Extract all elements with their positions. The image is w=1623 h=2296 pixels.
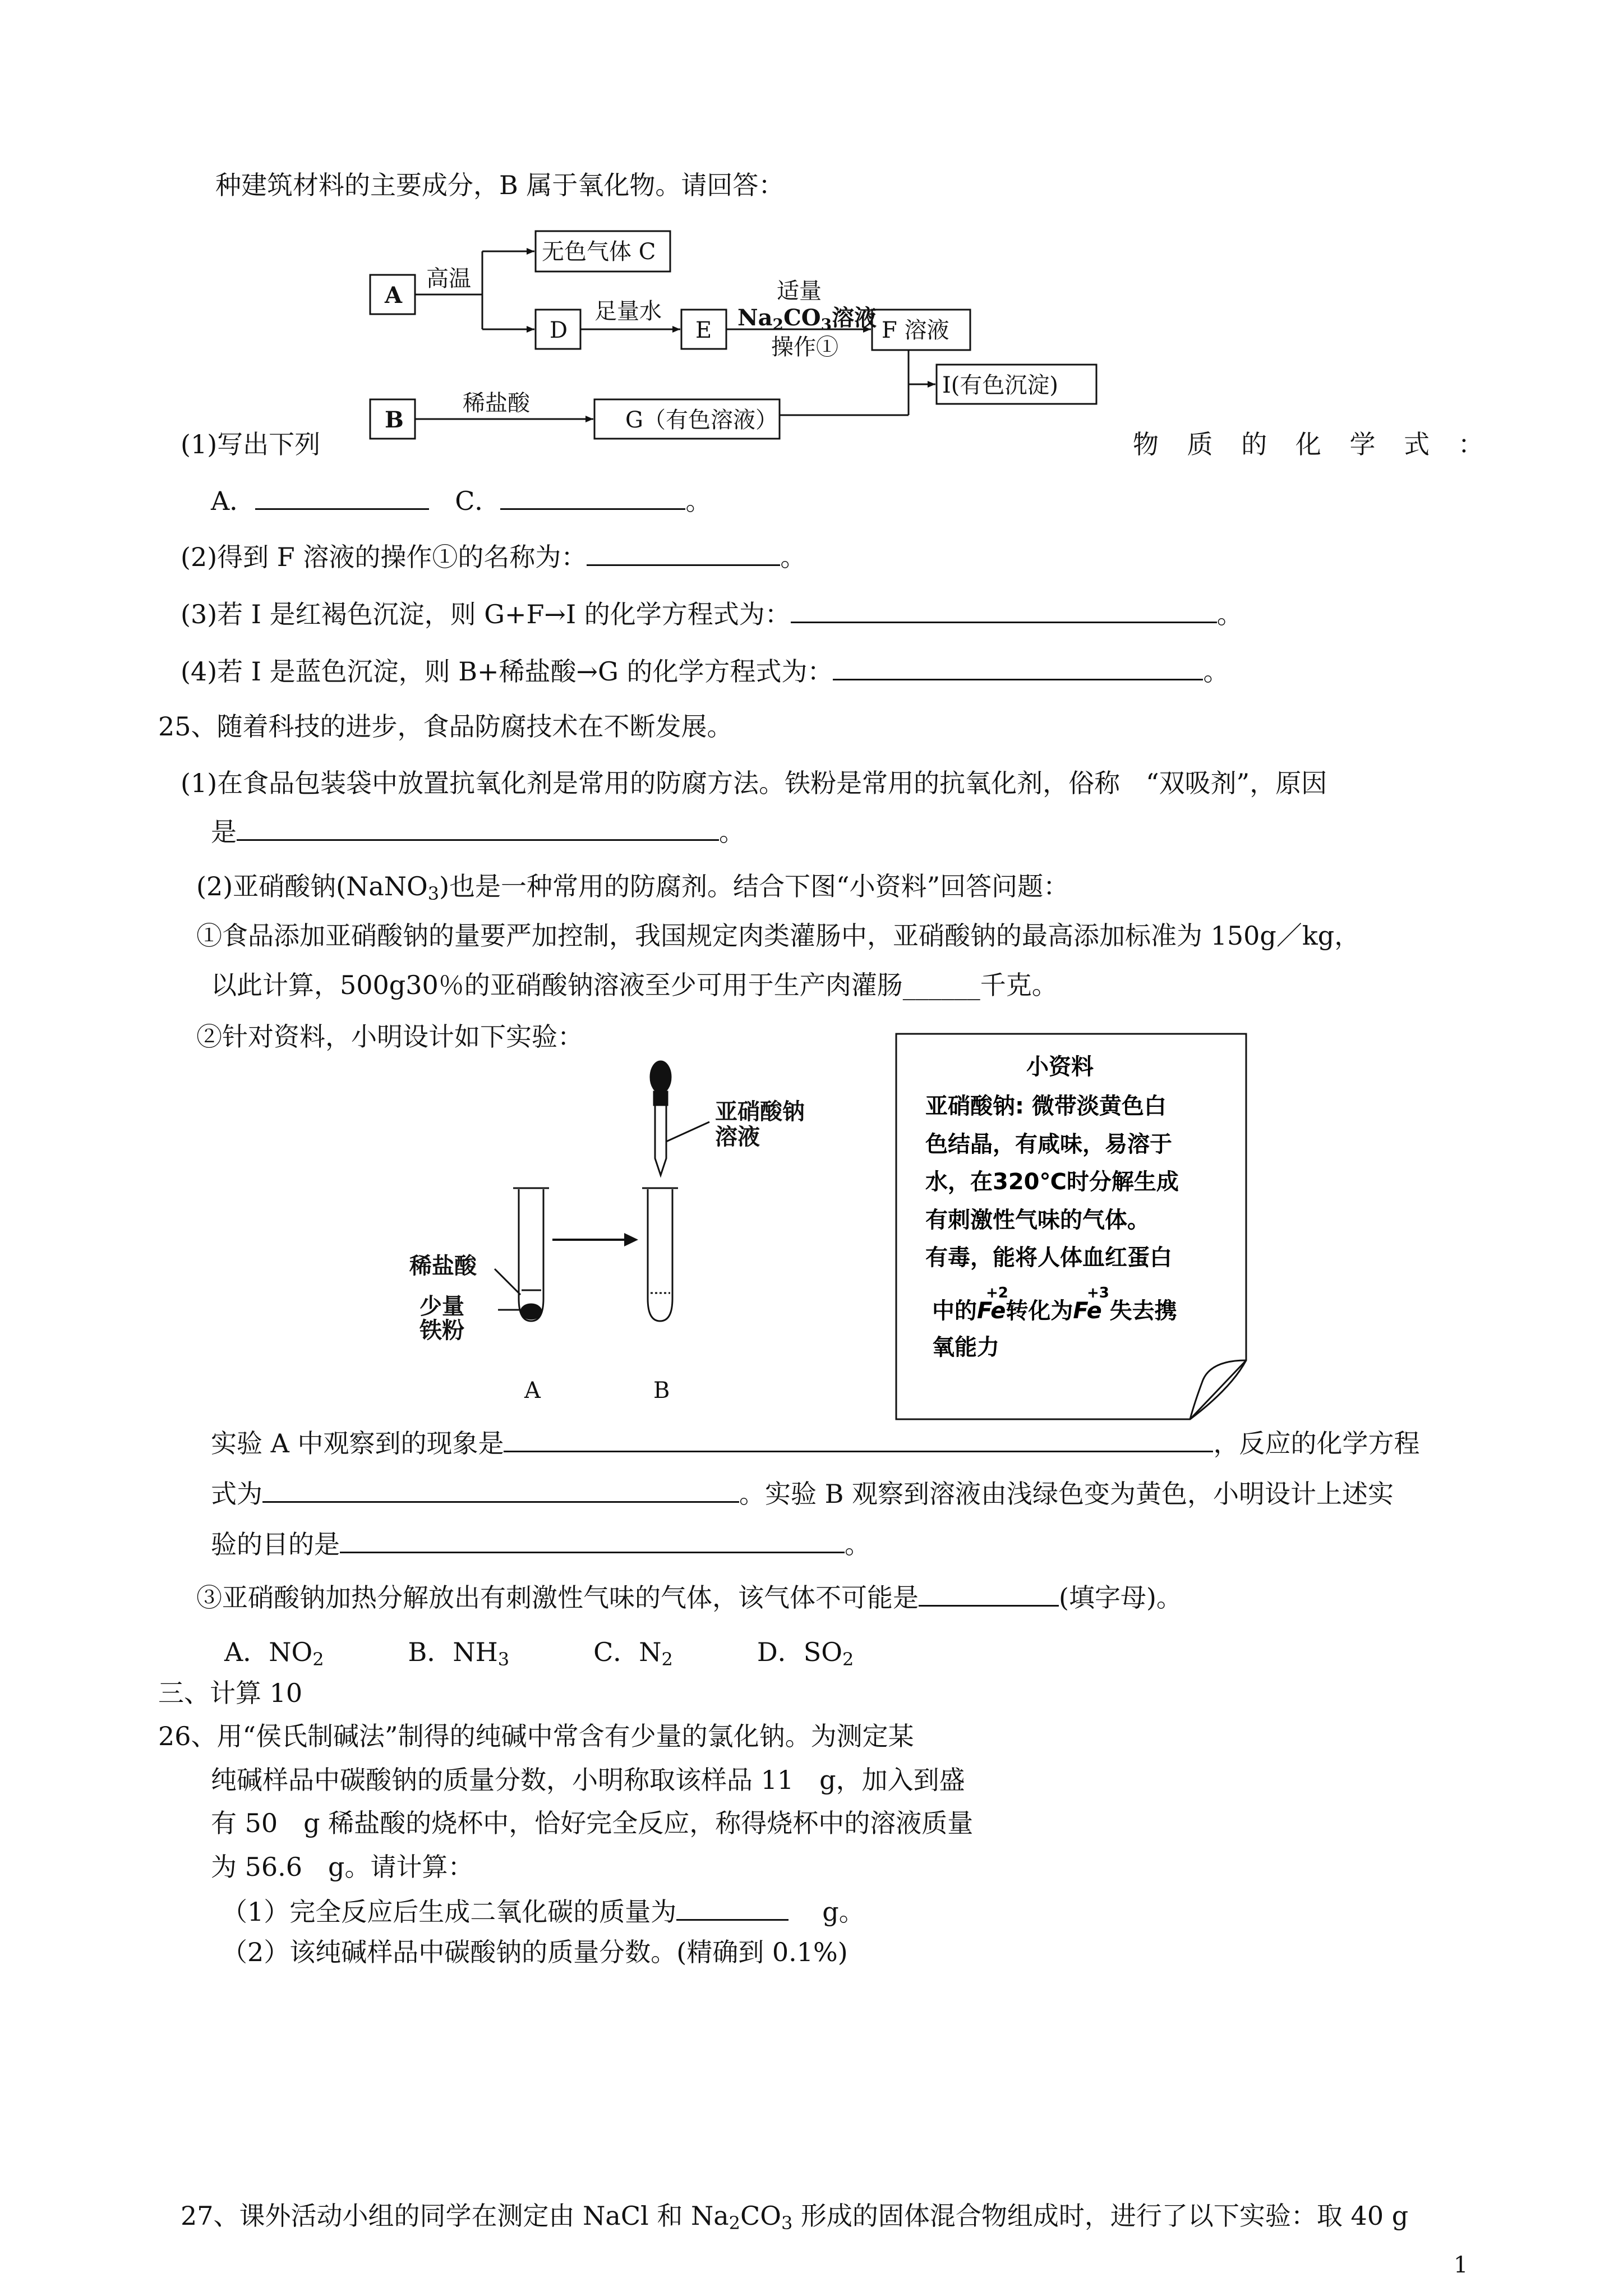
note-sup-1: +2: [986, 1285, 1008, 1301]
q26-line-3: 有 50 g 稀盐酸的烧杯中，恰好完全反应，称得烧杯中的溶液质量: [211, 1808, 974, 1838]
info-note-card: [892, 1029, 1262, 1428]
note-line-5: 有毒，能将人体血红蛋白: [925, 1245, 1172, 1271]
q24-p1-right: 物 质 的 化 学 式 ：: [1133, 429, 1494, 459]
label-hcl-flow: 稀盐酸: [463, 390, 530, 416]
answer-blank-eq1[interactable]: [791, 596, 1217, 623]
q26-line-6: （2）该纯碱样品中碳酸钠的质量分数。(精确到 0.1%): [222, 1937, 848, 1967]
q24-p2: (2)得到 F 溶液的操作①的名称为： 。: [181, 539, 806, 574]
dropper-label-1: 亚硝酸钠: [715, 1098, 805, 1125]
dropper-bulb: [651, 1061, 671, 1093]
label-i: I(有色沉淀): [942, 372, 1059, 398]
answer-blank-co2[interactable]: [676, 1893, 789, 1921]
option-b[interactable]: B．$NH_3$: [408, 1637, 510, 1670]
answer-blank-a[interactable]: [255, 482, 429, 510]
q25-p1b: 是 。: [211, 813, 745, 849]
label-na2co3-1: 适量: [777, 278, 822, 304]
answer-blank-letter[interactable]: [919, 1579, 1059, 1607]
q25-options: [224, 1635, 854, 1676]
label-b: B: [385, 407, 404, 433]
q25-e2: 式为 。实验 B 观察到溶液由浅绿色变为黄色，小明设计上述实: [211, 1475, 1394, 1511]
note-title: 小资料: [1026, 1054, 1094, 1080]
tube-a-label: A: [524, 1378, 541, 1404]
note-line-2: 色结晶，有咸味，易溶于: [925, 1131, 1172, 1157]
answer-blank-reason[interactable]: [237, 813, 719, 841]
label-water: 足量水: [594, 298, 662, 324]
q27-line: 27、课外活动小组的同学在测定由 NaCl 和 $Na_2CO_3$ 形成的固体混合物组成时，进行了以下实验：取 40 g: [181, 2201, 1409, 2234]
q26-line-2: 纯碱样品中碳酸钠的质量分数，小明称取该样品 11 g，加入到盛: [211, 1765, 965, 1795]
label-d: D: [550, 318, 568, 343]
label-op: 操作①: [771, 334, 838, 360]
q25-p1a: (1)在食品包装袋中放置抗氧化剂是常用的防腐方法。铁粉是常用的抗氧化剂，俗称 “双吸剂”，原因: [181, 768, 1327, 798]
tube-b-label: B: [653, 1378, 670, 1404]
experiment-figure: [0, 1055, 1623, 1419]
intro-text: 种建筑材料的主要成分，B 属于氧化物。请回答：: [215, 170, 785, 200]
hcl-label: 稀盐酸: [409, 1253, 477, 1279]
q25-p2: (2)亚硝酸钠(NaNO$_3$)也是一种常用的防腐剂。结合下图“小资料”回答问题：: [196, 871, 1069, 904]
q24-p1-left: (1)写出下列: [181, 429, 321, 459]
iron-label-2: 铁粉: [419, 1317, 464, 1343]
iron-label-1: 少量: [419, 1293, 464, 1319]
answer-blank-c[interactable]: [500, 482, 685, 510]
label-high-temp: 高温: [426, 266, 471, 292]
q25-title: 25、随着科技的进步，食品防腐技术在不断发展。: [158, 711, 733, 742]
label-na2co3-2: $Na_2CO_3$溶液: [737, 305, 877, 334]
note-line-4: 有刺激性气味的气体。: [925, 1207, 1150, 1233]
label-c: 无色气体 C: [542, 239, 656, 265]
test-tube-b: [648, 1189, 672, 1321]
q25-s3: ③亚硝酸钠加热分解放出有刺激性气味的气体，该气体不可能是 (填字母)。: [196, 1579, 1182, 1614]
label-a: A: [385, 282, 403, 309]
answer-blank-equation[interactable]: [262, 1475, 739, 1503]
answer-blank-eq2[interactable]: [833, 653, 1203, 680]
q26-line-1: 26、用“侯氏制碱法”制得的纯碱中常含有少量的氯化钠。为测定某: [158, 1721, 914, 1751]
label-f: F 溶液: [882, 318, 949, 343]
test-tube-a: [519, 1189, 543, 1321]
q25-e3: 验的目的是 。: [211, 1526, 870, 1561]
option-c[interactable]: C．$N_2$: [593, 1637, 673, 1670]
label-g: G（有色溶液）: [625, 407, 778, 433]
note-line-1: 亚硝酸钠: 微带淡黄色白: [925, 1093, 1166, 1119]
q25-s1b: 以此计算，500g30％的亚硝酸钠溶液至少可用于生产肉灌肠______千克。: [211, 970, 1058, 1000]
section-3-title: 三、计算 10: [158, 1678, 303, 1708]
dropper-label-2: 溶液: [715, 1124, 760, 1150]
page-number: 1: [1454, 2252, 1468, 2278]
q24-p3: (3)若 I 是红褐色沉淀，则 G+F→I 的化学方程式为： 。: [181, 596, 1243, 631]
note-line-6: 中的Fe转化为Fe 失去携: [932, 1298, 1177, 1324]
answer-blank-op[interactable]: [587, 539, 780, 566]
q26-line-4: 为 56.6 g。请计算：: [211, 1852, 474, 1882]
q25-s1a: ①食品添加亚硝酸钠的量要严加控制，我国规定肉类灌肠中，亚硝酸钠的最高添加标准为 150g／kg，: [196, 921, 1361, 951]
q24-p1-answers: A． C． 。: [211, 482, 711, 518]
note-sup-2: +3: [1087, 1285, 1109, 1301]
label-e: E: [695, 318, 712, 343]
q26-line-5: （1）完全反应后生成二氧化碳的质量为 g。: [222, 1893, 865, 1929]
q25-s2: ②针对资料，小明设计如下实验：: [196, 1022, 583, 1052]
option-d[interactable]: D．$SO_2$: [757, 1637, 854, 1670]
q24-p4: (4)若 I 是蓝色沉淀，则 B+稀盐酸→G 的化学方程式为： 。: [181, 653, 1229, 688]
option-a[interactable]: A．$NO_2$: [224, 1637, 324, 1670]
answer-blank-phenomenon[interactable]: [504, 1425, 1213, 1452]
answer-blank-purpose[interactable]: [340, 1526, 845, 1553]
note-line-3: 水，在320℃时分解生成: [925, 1169, 1179, 1195]
note-line-7: 氧能力: [932, 1335, 999, 1360]
q25-e1: 实验 A 中观察到的现象是 ，反应的化学方程: [211, 1425, 1419, 1460]
